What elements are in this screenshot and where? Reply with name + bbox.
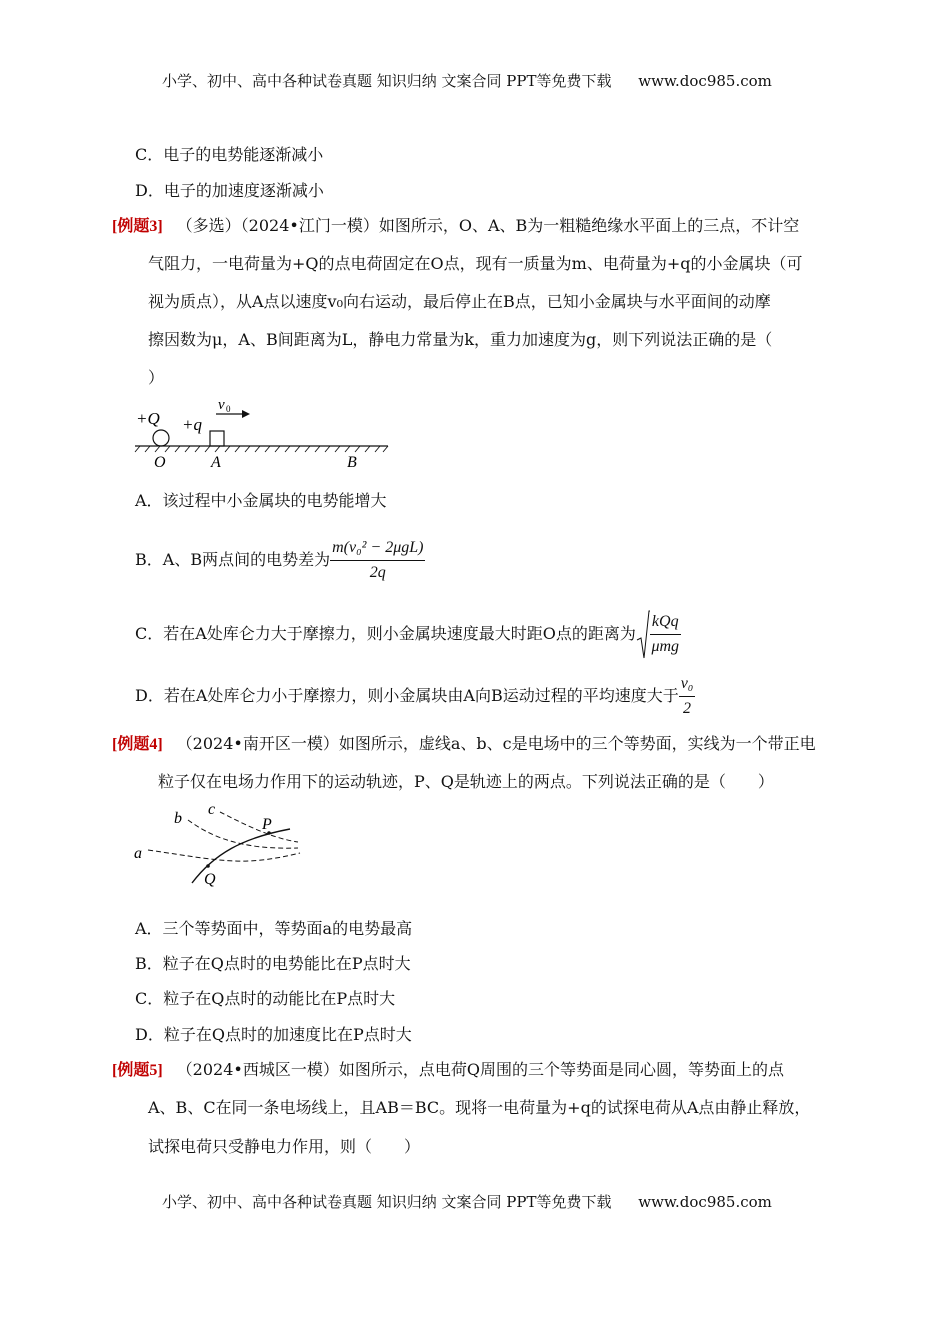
q3-line-1 bbox=[112, 215, 799, 238]
label-b: b bbox=[174, 810, 182, 827]
sqrt-sign-icon bbox=[636, 610, 650, 660]
ground-hatching bbox=[135, 446, 388, 452]
q5-text-1: （2024•西城区一模）如图所示，点电荷Q周围的三个等势面是同心圆，等势面上的点 bbox=[176, 1060, 784, 1079]
page-footer bbox=[162, 1191, 772, 1212]
q3-option-b-numerator: m(v₀² − 2μgL) bbox=[330, 536, 425, 561]
footer-text: 小学、初中、高中各种试卷真题 知识归纳 文案合同 PPT等免费下载 bbox=[162, 1193, 612, 1211]
label-v0: v bbox=[218, 398, 225, 413]
q3-option-b-fraction bbox=[330, 536, 425, 585]
q3-option-d-fraction bbox=[679, 672, 696, 721]
prev-option-d: D．电子的加速度逐渐减小 bbox=[135, 181, 324, 200]
velocity-arrowhead bbox=[242, 410, 250, 418]
header-url: www.doc985.com bbox=[638, 72, 772, 90]
q4-line-1 bbox=[112, 733, 816, 756]
q3-option-c-sqrt bbox=[636, 610, 681, 659]
footer-url: www.doc985.com bbox=[638, 1193, 772, 1211]
q3-text-1: （多选）（2024•江门一模）如图所示，O、A、B为一粗糙绝缘水平面上的三点，不计空 bbox=[176, 216, 800, 235]
point-Q-dot bbox=[206, 864, 210, 868]
label-c: c bbox=[208, 801, 216, 818]
prev-option-c: C．电子的电势能逐渐减小 bbox=[135, 145, 324, 164]
equipotential-b bbox=[188, 820, 298, 848]
equipotential-a bbox=[148, 850, 300, 861]
label-P: P bbox=[262, 816, 272, 833]
q3-option-b-text: B．A、B两点间的电势差为 bbox=[135, 550, 331, 569]
q5-line-2: A、B、C在同一条电场线上，且AB＝BC。现将一电荷量为+q的试探电荷从A点由静止释放， bbox=[148, 1098, 811, 1117]
label-B: B bbox=[347, 454, 357, 471]
q3-option-c-fraction bbox=[650, 610, 681, 659]
q3-line-2: 气阻力，一电荷量为+Q的点电荷固定在O点，现有一质量为m、电荷量为+q的小金属块（可 bbox=[148, 254, 803, 273]
q5-line-1 bbox=[112, 1059, 784, 1082]
q3-option-d-numerator: v₀ bbox=[679, 672, 696, 697]
page-header bbox=[162, 70, 772, 91]
q4-option-a: A．三个等势面中，等势面a的电势最高 bbox=[135, 919, 413, 938]
q4-line-2: 粒子仅在电场力作用下的运动轨迹，P、Q是轨迹上的两点。下列说法正确的是（ ） bbox=[158, 772, 774, 791]
header-text: 小学、初中、高中各种试卷真题 知识归纳 文案合同 PPT等免费下载 bbox=[162, 72, 612, 90]
q4-option-d: D．粒子在Q点时的加速度比在P点时大 bbox=[135, 1025, 412, 1044]
q3-tag: [例题3] bbox=[112, 218, 163, 235]
label-plus-q: +q bbox=[182, 415, 202, 434]
q3-option-d bbox=[135, 672, 695, 721]
q3-line-4: 擦因数为μ，A、B间距离为L，静电力常量为k，重力加速度为g，则下列说法正确的是（ bbox=[148, 330, 773, 349]
label-plus-Q: +Q bbox=[136, 409, 160, 428]
label-Q: Q bbox=[204, 871, 216, 888]
q3-figure bbox=[130, 398, 395, 473]
q4-option-b: B．粒子在Q点时的电势能比在P点时大 bbox=[135, 954, 411, 973]
label-a: a bbox=[134, 845, 142, 862]
label-v0-sub: 0 bbox=[226, 404, 231, 414]
q4-figure bbox=[130, 798, 310, 890]
q3-option-c-text: C．若在A处库仑力大于摩擦力，则小金属块速度最大时距O点的距离为 bbox=[135, 624, 636, 643]
q3-option-d-text: D．若在A处库仑力小于摩擦力，则小金属块由A向B运动过程的平均速度大于 bbox=[135, 686, 679, 705]
label-O: O bbox=[154, 454, 166, 471]
q3-option-c-denominator: μmg bbox=[651, 638, 680, 655]
q3-option-b bbox=[135, 536, 425, 585]
q4-tag: [例题4] bbox=[112, 736, 163, 753]
q3-line-3: 视为质点），从A点以速度v₀向右运动，最后停止在B点，已知小金属块与水平面间的动摩 bbox=[148, 292, 771, 311]
q5-tag: [例题5] bbox=[112, 1062, 163, 1079]
equipotential-c bbox=[220, 812, 298, 842]
q3-option-a: A．该过程中小金属块的电势能增大 bbox=[135, 491, 387, 510]
q3-option-d-denominator: 2 bbox=[683, 700, 692, 717]
label-A: A bbox=[211, 454, 221, 471]
q5-line-3: 试探电荷只受静电力作用，则（ ） bbox=[148, 1137, 421, 1156]
q3-option-b-denominator: 2q bbox=[369, 564, 386, 581]
q4-option-c: C．粒子在Q点时的动能比在P点时大 bbox=[135, 989, 396, 1008]
q3-line-5: ） bbox=[148, 368, 165, 387]
q3-option-c bbox=[135, 610, 681, 659]
q3-option-c-numerator: kQq bbox=[650, 610, 681, 635]
metal-block bbox=[210, 431, 224, 446]
point-charge-circle bbox=[153, 430, 169, 446]
q4-text-1: （2024•南开区一模）如图所示，虚线a、b、c是电场中的三个等势面，实线为一个带正电 bbox=[176, 734, 816, 753]
